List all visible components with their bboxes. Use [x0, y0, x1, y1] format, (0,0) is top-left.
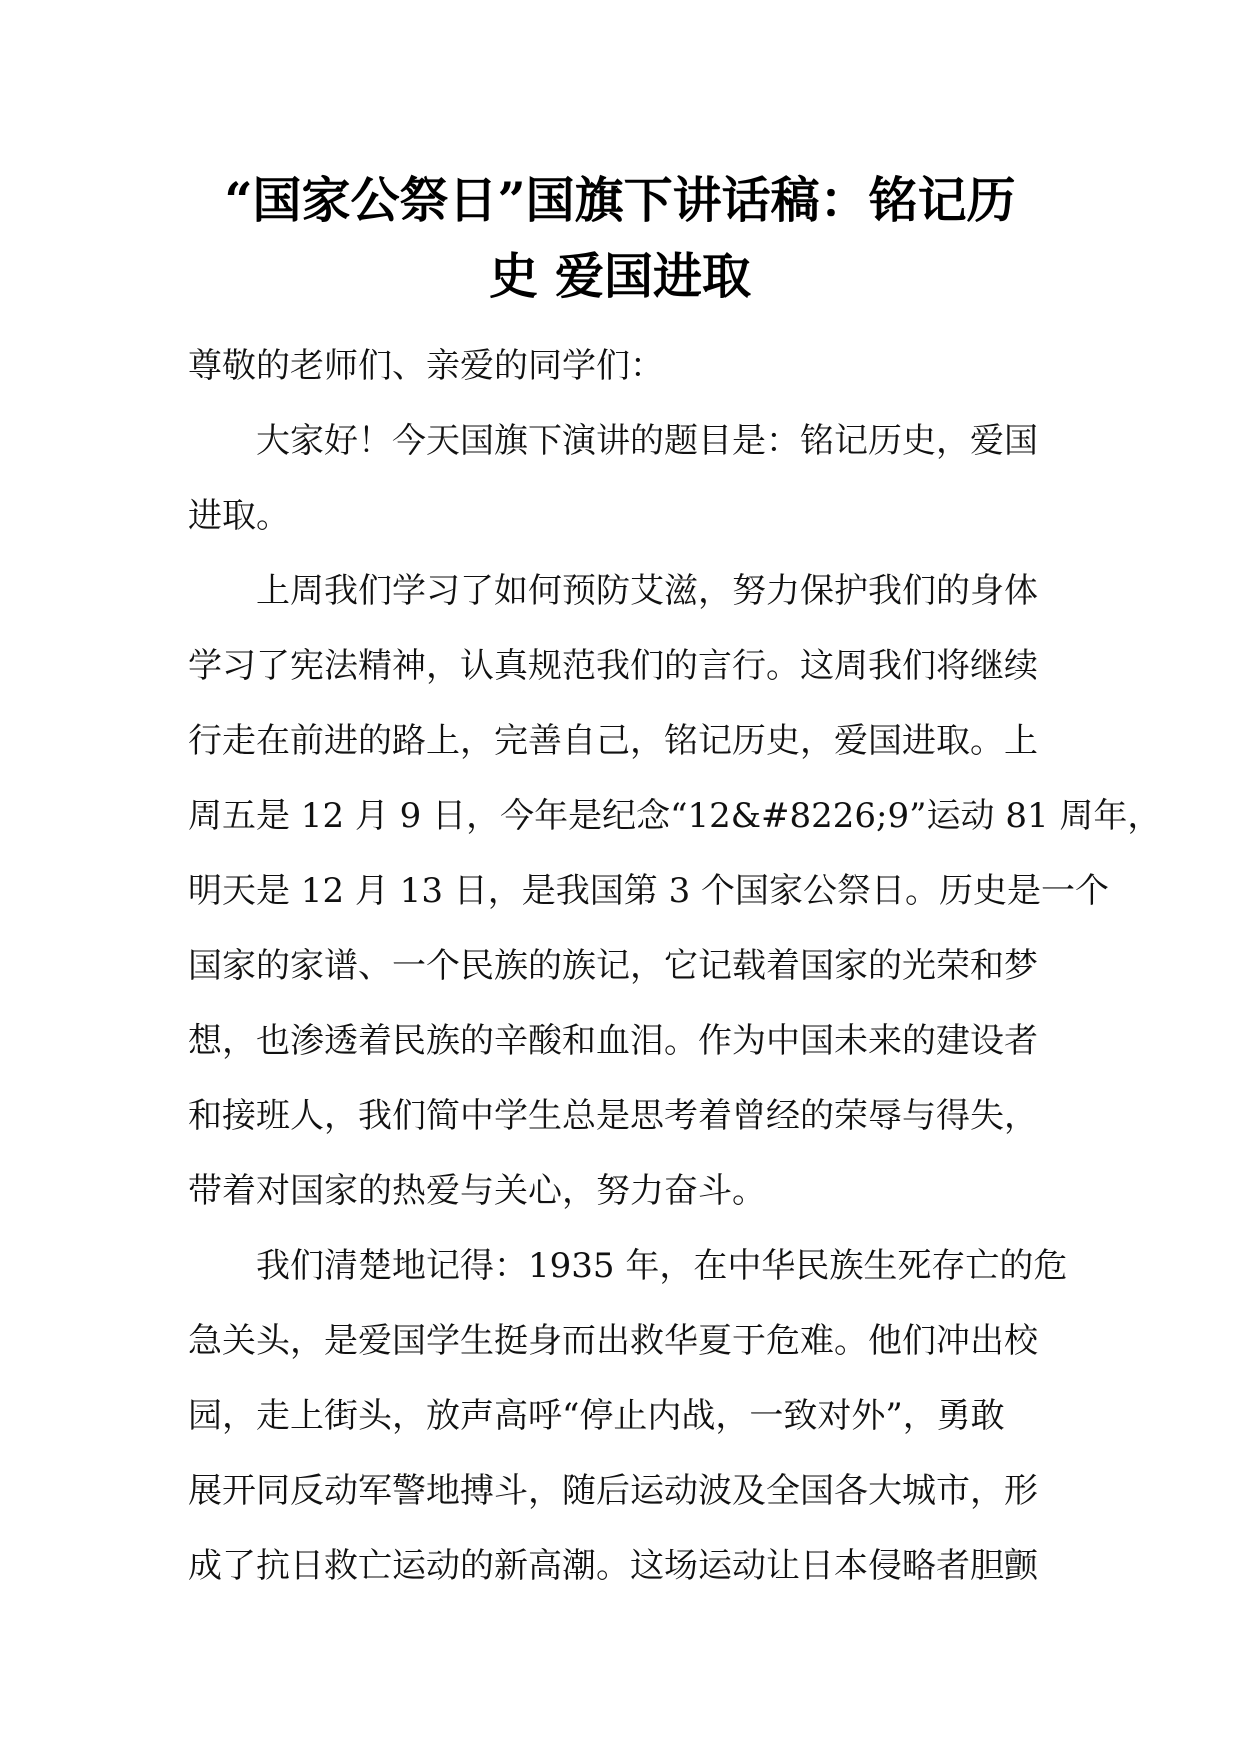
body-line: 带着对国家的热爱与关心，努力奋斗。: [188, 1171, 766, 1211]
body-line: 想，也渗透着民族的辛酸和血泪。作为中国未来的建设者: [188, 1021, 1038, 1061]
body-line: 行走在前进的路上，完善自己，铭记历史，爱国进取。上: [188, 721, 1038, 761]
body-line: 成了抗日救亡运动的新高潮。这场运动让日本侵略者胆颤: [188, 1546, 1038, 1586]
body-line: 明天是 12 月 13 日，是我国第 3 个国家公祭日。历史是一个: [188, 871, 1110, 911]
document-title-line-1: “国家公祭日”国旗下讲话稿：铭记历: [224, 171, 1016, 229]
body-line: 进取。: [188, 496, 290, 536]
body-line: 我们清楚地记得：1935 年，在中华民族生死存亡的危: [256, 1246, 1068, 1286]
body-line: 学习了宪法精神，认真规范我们的言行。这周我们将继续: [188, 646, 1038, 686]
body-line: 和接班人，我们简中学生总是思考着曾经的荣辱与得失，: [188, 1096, 1038, 1136]
body-line: 急关头，是爱国学生挺身而出救华夏于危难。他们冲出校: [188, 1321, 1038, 1361]
body-line: 上周我们学习了如何预防艾滋，努力保护我们的身体: [256, 571, 1038, 611]
body-line: 园，走上街头，放声高呼“停止内战，一致对外”，勇敢: [188, 1396, 1005, 1436]
body-line: 大家好！今天国旗下演讲的题目是：铭记历史，爱国: [256, 421, 1038, 461]
body-line: 周五是 12 月 9 日，今年是纪念“12&#8226;9”运动 81 周年，: [188, 796, 1162, 836]
body-line: 国家的家谱、一个民族的族记，它记载着国家的光荣和梦: [188, 946, 1038, 986]
body-line: 展开同反动军警地搏斗，随后运动波及全国各大城市，形: [188, 1471, 1038, 1511]
salutation: 尊敬的老师们、亲爱的同学们：: [188, 346, 664, 386]
document-title-line-2: 史 爱国进取: [488, 247, 752, 305]
